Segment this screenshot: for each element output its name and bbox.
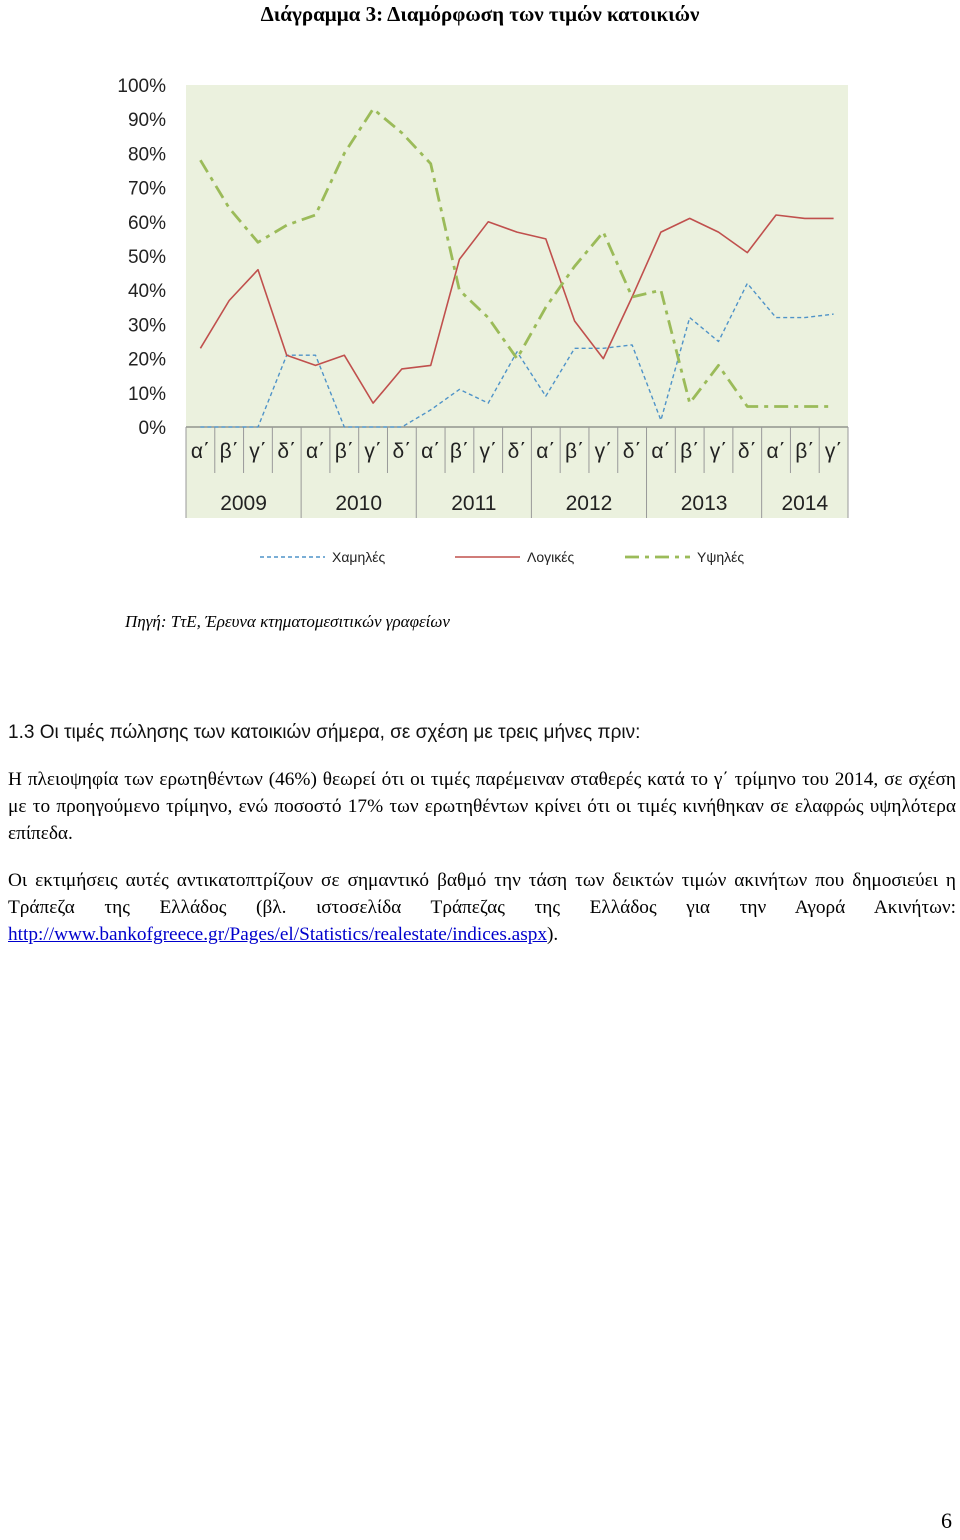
y-tick-label: 80% xyxy=(127,144,166,166)
quarter-label: γ΄ xyxy=(709,440,728,463)
quarter-label: α΄ xyxy=(536,440,556,463)
year-label: 2009 xyxy=(220,492,267,515)
year-label: 2011 xyxy=(451,492,497,515)
quarter-label: δ΄ xyxy=(392,440,412,463)
line-chart xyxy=(95,60,865,580)
quarter-label: γ΄ xyxy=(594,440,613,463)
quarter-label: δ΄ xyxy=(737,440,757,463)
y-tick-label: 20% xyxy=(127,349,166,371)
paragraph-1: Η πλειοψηφία των ερωτηθέντων (46%) θεωρεί ότι οι τιμές παρέμειναν σταθερές κατά το γ΄ τρίμηνο του 2014, σε σχέση με το προηγούμενο τρίμηνο, ενώ ποσοστό 17% των ερωτηθέντων κρίνει ότι οι τιμές κινήθηκαν σε ελαφρώς υψηλότερα επίπεδα. xyxy=(8,769,956,844)
quarter-label: α΄ xyxy=(421,440,441,463)
y-tick-label: 70% xyxy=(127,178,166,200)
quarter-label: β΄ xyxy=(680,440,700,463)
y-tick-label: 40% xyxy=(127,281,166,303)
page-number: 6 xyxy=(941,1508,952,1533)
quarter-label: γ΄ xyxy=(364,440,382,463)
figure-title: Διάγραμμα 3: Διαμόρφωση των τιμών κατοικιών xyxy=(260,2,700,26)
quarter-label: β΄ xyxy=(795,440,815,463)
bank-of-greece-link[interactable]: http://www.bankofgreece.gr/Pages/el/Statistics/realestate/indices.aspx xyxy=(8,924,547,945)
quarter-label: α΄ xyxy=(766,440,786,463)
y-tick-label: 30% xyxy=(127,315,166,337)
y-tick-label: 100% xyxy=(117,76,166,97)
quarter-label: α΄ xyxy=(651,440,671,463)
quarter-label: β΄ xyxy=(219,440,239,463)
quarter-label: γ΄ xyxy=(824,440,843,463)
legend-label: Λογικές xyxy=(527,549,575,565)
year-label: 2014 xyxy=(781,492,829,515)
year-label: 2012 xyxy=(565,492,613,515)
paragraph-2-end: ). xyxy=(547,924,559,945)
y-tick-label: 0% xyxy=(138,418,166,439)
quarter-label: δ΄ xyxy=(507,440,527,463)
quarter-label: γ΄ xyxy=(249,440,267,463)
year-label: 2010 xyxy=(335,492,383,515)
quarter-label: γ΄ xyxy=(479,440,497,463)
legend-label: Υψηλές xyxy=(697,549,745,565)
figure-source: Πηγή: ΤτΕ, Έρευνα κτηματομεσιτικών γραφείων xyxy=(125,612,450,631)
y-axis xyxy=(117,76,166,439)
quarter-label: α΄ xyxy=(305,440,326,463)
year-label: 2013 xyxy=(680,492,728,515)
legend xyxy=(260,549,744,565)
quarter-label: α΄ xyxy=(190,440,210,463)
y-tick-label: 60% xyxy=(127,212,166,234)
y-tick-label: 50% xyxy=(127,247,166,268)
y-tick-label: 10% xyxy=(127,383,166,405)
paragraph-2-text: Οι εκτιμήσεις αυτές αντικατοπτρίζουν σε σημαντικό βαθμό την τάση των δεικτών τιμών ακινήτων που δημοσιεύει η Τράπεζα της Ελλάδος (βλ. ιστοσελίδα Τράπεζας της Ελλάδος για την Αγορά Ακινήτων: xyxy=(8,870,956,918)
paragraph-2 xyxy=(8,867,956,948)
legend-label: Χαμηλές xyxy=(332,549,386,565)
quarter-label: β΄ xyxy=(449,440,469,463)
quarter-label: β΄ xyxy=(334,440,354,463)
section-heading: 1.3 Οι τιμές πώλησης των κατοικιών σήμερα, σε σχέση με τρεις μήνες πριν: xyxy=(8,722,641,743)
quarter-label: δ΄ xyxy=(622,440,642,463)
y-tick-label: 90% xyxy=(127,110,166,132)
quarter-label: δ΄ xyxy=(277,440,297,463)
quarter-label: β΄ xyxy=(565,440,585,463)
